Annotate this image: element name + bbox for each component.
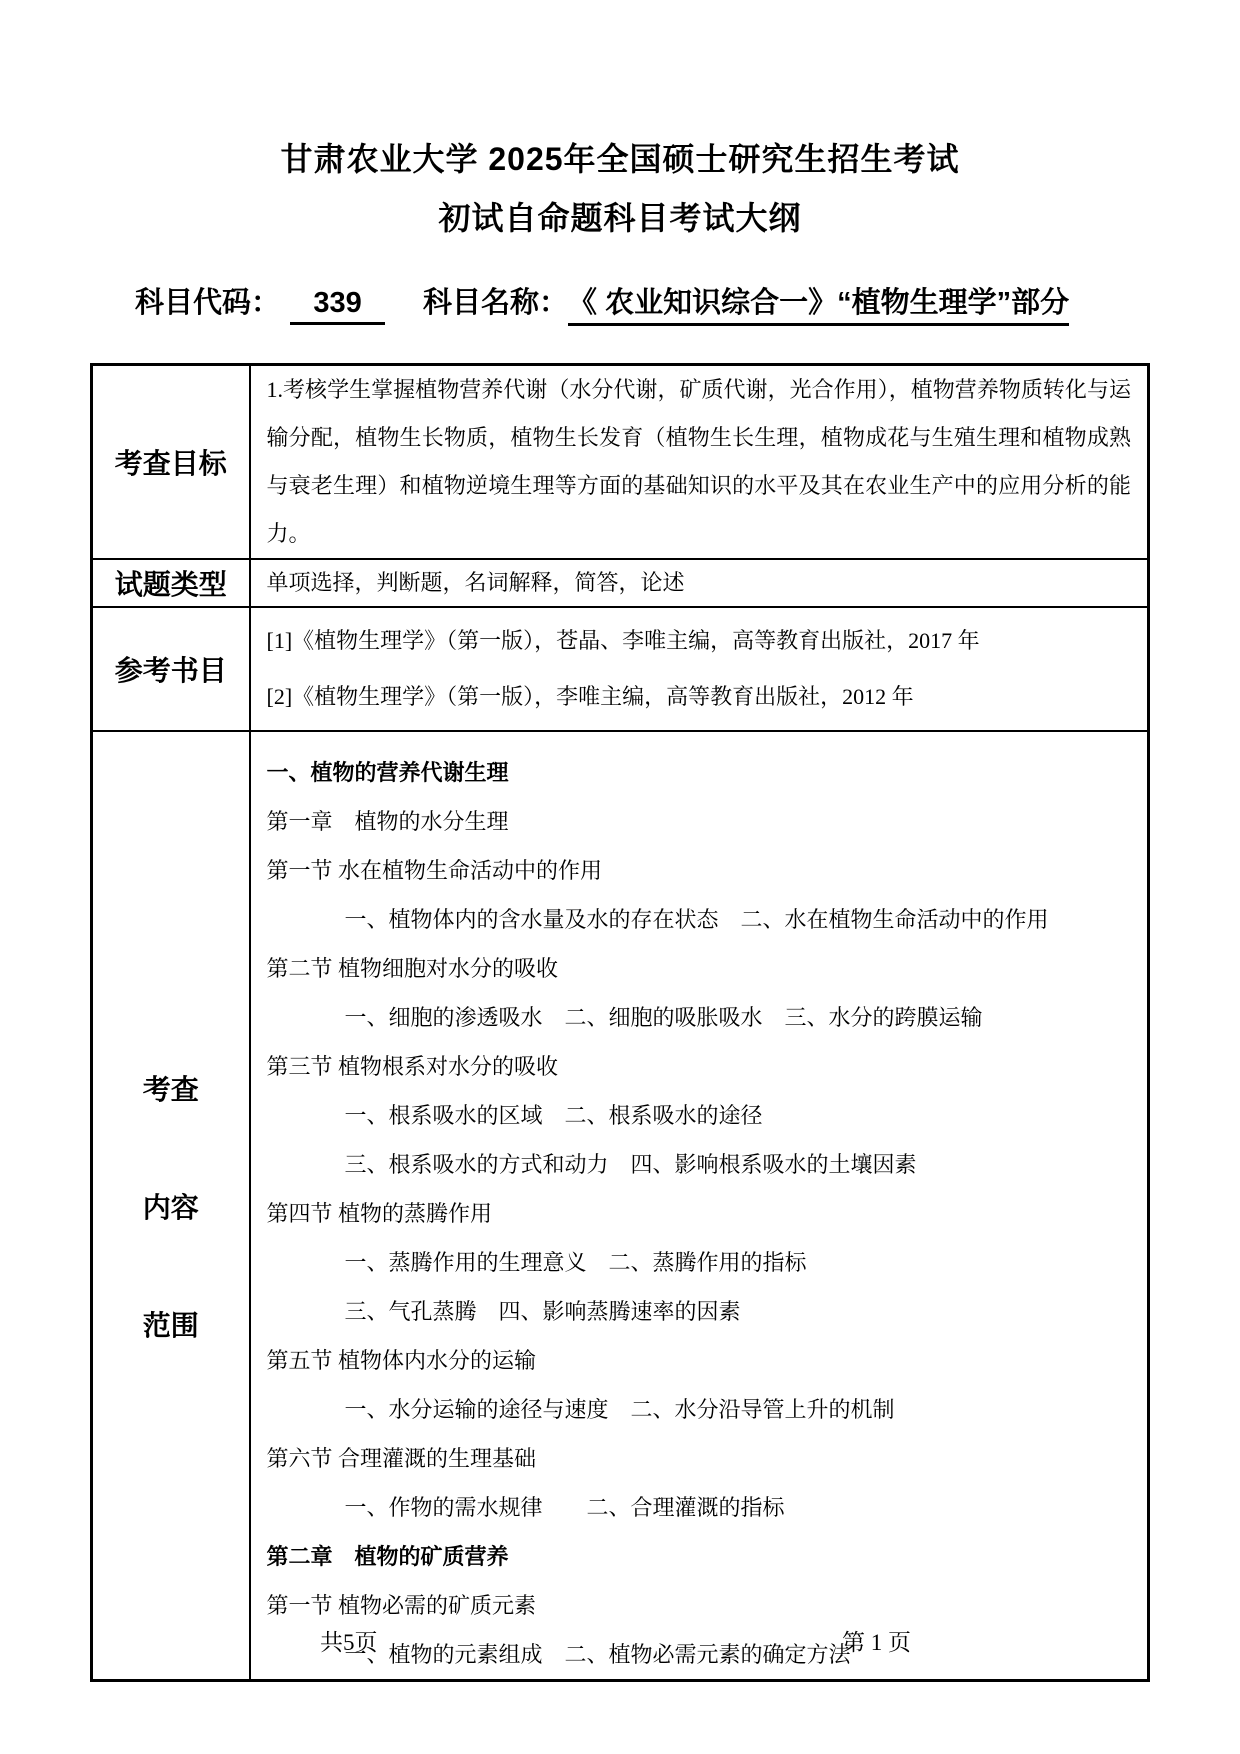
outline-line: 一、植物的营养代谢生理 bbox=[266, 760, 509, 785]
outline-line: 第三节 植物根系对水分的吸收 bbox=[266, 1054, 559, 1079]
footer-total-pages: 共5页 bbox=[320, 1630, 378, 1655]
subject-code-value: 339 bbox=[290, 287, 385, 325]
outline-line: 三、根系吸水的方式和动力 四、影响根系吸水的土壤因素 bbox=[344, 1152, 917, 1177]
row-exam-objective bbox=[92, 365, 1149, 560]
outline-line: 三、气孔蒸腾 四、影响蒸腾速率的因素 bbox=[344, 1299, 741, 1324]
outline-line: 第二节 植物细胞对水分的吸收 bbox=[266, 956, 559, 981]
exam-scope-label bbox=[92, 731, 250, 1681]
reference-books-label: 参考书目 bbox=[92, 607, 250, 731]
exam-scope-label-words bbox=[93, 1068, 249, 1344]
outline-line: 第二章 植物的矿质营养 bbox=[266, 1544, 509, 1569]
exam-objective-label: 考查目标 bbox=[92, 365, 250, 560]
outline-line: 第一章 植物的水分生理 bbox=[266, 809, 509, 834]
exam-scope-outline bbox=[250, 731, 1149, 1681]
doc-title-line2: 初试自命题科目考试大纲 bbox=[438, 200, 802, 236]
subject-line bbox=[135, 280, 1069, 326]
row-exam-scope bbox=[92, 731, 1149, 1681]
outline-line: 一、植物的元素组成 二、植物必需元素的确定方法 bbox=[344, 1642, 851, 1667]
question-types-text: 单项选择，判断题，名词解释，简答，论述 bbox=[250, 559, 1149, 607]
outline-line: 一、作物的需水规律 二、合理灌溉的指标 bbox=[344, 1495, 785, 1520]
outline-line: 第四节 植物的蒸腾作用 bbox=[266, 1201, 493, 1226]
outline-line: 一、蒸腾作用的生理意义 二、蒸腾作用的指标 bbox=[344, 1250, 807, 1275]
doc-title-line1: 甘肃农业大学 2025年全国硕士研究生招生考试 bbox=[280, 141, 960, 177]
footer-current-page: 第 1 页 bbox=[842, 1630, 911, 1655]
syllabus-table bbox=[90, 363, 1150, 1682]
row-reference-books bbox=[92, 607, 1149, 731]
outline-line: 第一节 水在植物生命活动中的作用 bbox=[266, 858, 603, 883]
outline-line: 一、植物体内的含水量及水的存在状态 二、水在植物生命活动中的作用 bbox=[344, 907, 1049, 932]
subject-name-label: 科目名称： bbox=[423, 287, 569, 319]
outline-line: 一、水分运输的途径与速度 二、水分沿导管上升的机制 bbox=[344, 1397, 895, 1422]
outline-line: 第一节 植物必需的矿质元素 bbox=[266, 1593, 537, 1618]
outline-line: 第五节 植物体内水分的运输 bbox=[266, 1348, 537, 1373]
scope-label-word: 考查 bbox=[142, 1073, 199, 1105]
scope-label-word: 内容 bbox=[142, 1191, 199, 1223]
subject-code-label: 科目代码： bbox=[135, 287, 281, 319]
reference-book-item: [2]《植物生理学》（第一版），李唯主编，高等教育出版社，2012 年 bbox=[266, 684, 914, 709]
question-types-label: 试题类型 bbox=[92, 559, 250, 607]
reference-book-item: [1]《植物生理学》（第一版），苍晶、李唯主编，高等教育出版社，2017 年 bbox=[266, 628, 980, 653]
outline-line: 一、细胞的渗透吸水 二、细胞的吸胀吸水 三、水分的跨膜运输 bbox=[344, 1005, 983, 1030]
row-question-types bbox=[92, 559, 1149, 607]
subject-name-value: 《 农业知识综合一》“植物生理学”部分 bbox=[568, 280, 1069, 326]
outline-line: 一、根系吸水的区域 二、根系吸水的途径 bbox=[344, 1103, 763, 1128]
scope-label-word: 范围 bbox=[142, 1309, 199, 1341]
exam-objective-text: 1.考核学生掌握植物营养代谢（水分代谢，矿质代谢，光合作用），植物营养物质转化与运输分配，植物生长物质，植物生长发育（植物生长生理，植物成花与生殖生理和植物成熟与衰老生理）和植物逆境生理等方面的基础知识的水平及其在农业生产中的应用分析的能力。 bbox=[250, 365, 1149, 560]
outline-line: 第六节 合理灌溉的生理基础 bbox=[266, 1446, 537, 1471]
reference-books-list bbox=[250, 607, 1149, 731]
